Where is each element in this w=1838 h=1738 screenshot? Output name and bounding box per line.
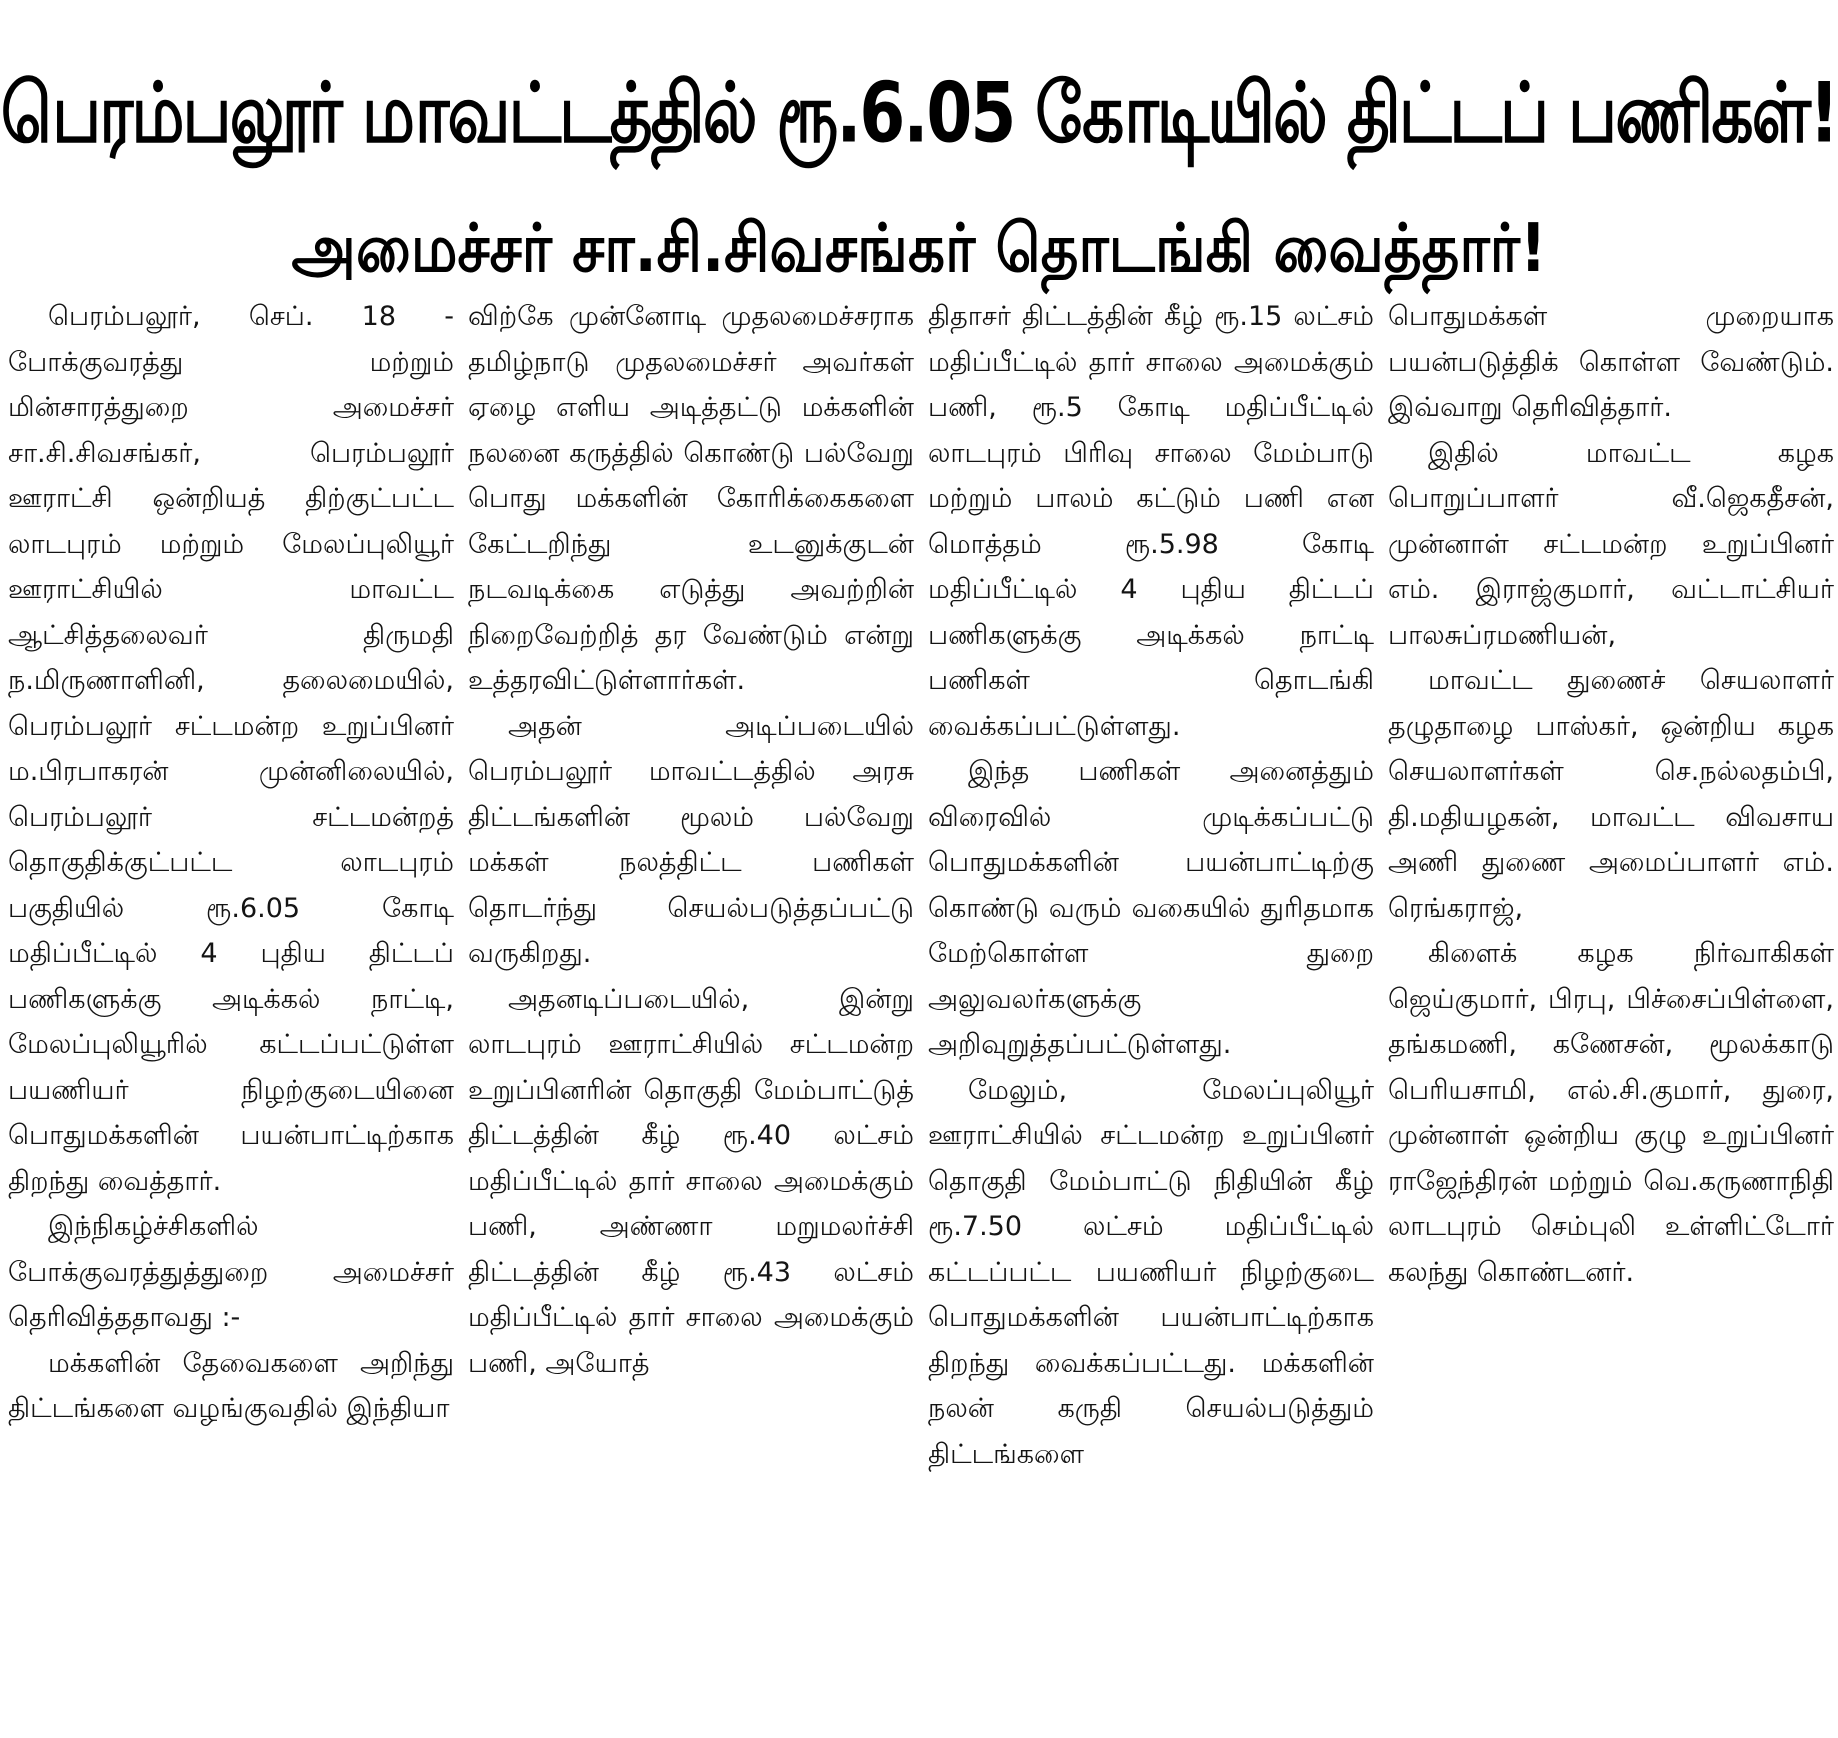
article-paragraph: கிளைக் கழக நிர்வாகிகள் ஜெய்குமார், பிரபு, பிச்சைப்பிள்ளை, தங்கமணி, கணேசன், மூலக்காடு பெரியசாமி, எல்.சி.குமார், துரை, முன்னாள் ஒன்றிய குழு உறுப்பினர் ராஜேந்திரன் மற்றும் வெ.கருணாநிதி லாடபுரம் செம்புலி உள்ளிட்டோர் கலந்து கொண்டனர். [1388, 938, 1834, 1288]
article-paragraph: பெரம்பலூர், செப். 18 - போக்குவரத்து மற்றும் மின்சாரத்துறை அமைச்சர் சா.சி.சிவசங்கர், பெரம்பலூர் ஊராட்சி ஒன்றியத் திற்குட்பட்ட லாடபுரம் மற்றும் மேலப்புலியூர் ஊராட்சியில் மாவட்ட ஆட்சித்தலைவர் திருமதி ந.மிருணாளினி, தலைமையில், பெரம்பலூர் சட்டமன்ற உறுப்பினர் ம.பிரபாகரன் முன்னிலையில், பெரம்பலூர் சட்டமன்றத் தொகுதிக்குட்பட்ட லாடபுரம் பகுதியில் ரூ.6.05 கோடி மதிப்பீட்டில் 4 புதிய திட்டப் பணிகளுக்கு அடிக்கல் நாட்டி, மேலப்புலியூரில் கட்டப்பட்டுள்ள பயணியர் நிழற்குடையினை பொதுமக்களின் பயன்பாட்டிற்காக திறந்து வைத்தார். [8, 301, 454, 1197]
article-column-4 [1388, 294, 1834, 1730]
article-column-1 [8, 294, 454, 1730]
article-paragraph: இந்நிகழ்ச்சிகளில் போக்குவரத்துத்துறை அமைச்சர் தெரிவித்ததாவது :- [8, 1211, 454, 1333]
article-column-3 [928, 294, 1374, 1730]
article-paragraph: இதில் மாவட்ட கழக பொறுப்பாளர் வீ.ஜெகதீசன், முன்னாள் சட்டமன்ற உறுப்பினர் எம். இராஜ்குமார், வட்டாட்சியர் பாலசுப்ரமணியன், [1388, 437, 1834, 651]
article-paragraph: மாவட்ட துணைச் செயலாளர் தழுதாழை பாஸ்கர், ஒன்றிய கழக செயலாளர்கள் செ.நல்லதம்பி, தி.மதியழகன், மாவட்ட விவசாய அணி துணை அமைப்பாளர் எம். ரெங்கராஜ், [1388, 665, 1834, 924]
article-paragraph: அதனடிப்படையில், இன்று லாடபுரம் ஊராட்சியில் சட்டமன்ற உறுப்பினரின் தொகுதி மேம்பாட்டுத் திட்டத்தின் கீழ் ரூ.40 லட்சம் மதிப்பீட்டில் தார் சாலை அமைக்கும் பணி, அண்ணா மறுமலர்ச்சி திட்டத்தின் கீழ் ரூ.43 லட்சம் மதிப்பீட்டில் தார் சாலை அமைக்கும் பணி, அயோத் [468, 983, 914, 1379]
article-column-2 [468, 294, 914, 1730]
article-paragraph: அதன் அடிப்படையில் பெரம்பலூர் மாவட்டத்தில் அரசு திட்டங்களின் மூலம் பல்வேறு மக்கள் நலத்திட்ட பணிகள் தொடர்ந்து செயல்படுத்தப்பட்டு வருகிறது. [468, 710, 914, 969]
article-paragraph: மேலும், மேலப்புலியூர் ஊராட்சியில் சட்டமன்ற உறுப்பினர் தொகுதி மேம்பாட்டு நிதியின் கீழ் ரூ.7.50 லட்சம் மதிப்பீட்டில் கட்டப்பட்ட பயணியர் நிழற்குடை பொதுமக்களின் பயன்பாட்டிற்காக திறந்து வைக்கப்பட்டது. மக்களின் நலன் கருதி செயல்படுத்தும் திட்டங்களை [928, 1074, 1374, 1470]
article-paragraph: பொதுமக்கள் முறையாக பயன்படுத்திக் கொள்ள வேண்டும். இவ்வாறு தெரிவித்தார். [1388, 301, 1834, 423]
article-body [8, 294, 1834, 1730]
article-paragraph: மக்களின் தேவைகளை அறிந்து திட்டங்களை வழங்குவதில் இந்தியா [8, 1347, 454, 1424]
article-paragraph: விற்கே முன்னோடி முதலமைச்சராக தமிழ்நாடு முதலமைச்சர் அவர்கள் ஏழை எளிய அடித்தட்டு மக்களின் நலனை கருத்தில் கொண்டு பல்வேறு பொது மக்களின் கோரிக்கைகளை கேட்டறிந்து உடனுக்குடன் நடவடிக்கை எடுத்து அவற்றின் நிறைவேற்றித் தர வேண்டும் என்று உத்தரவிட்டுள்ளார்கள். [468, 301, 914, 696]
subheadline: அமைச்சர் சா.சி.சிவசங்கர் தொடங்கி வைத்தார்! [291, 208, 1547, 287]
article-paragraph: இந்த பணிகள் அனைத்தும் விரைவில் முடிக்கப்பட்டு பொதுமக்களின் பயன்பாட்டிற்கு கொண்டு வரும் வகையில் துரிதமாக மேற்கொள்ள துறை அலுவலர்களுக்கு அறிவுறுத்தப்பட்டுள்ளது. [928, 756, 1374, 1060]
article-paragraph: திதாசர் திட்டத்தின் கீழ் ரூ.15 லட்சம் மதிப்பீட்டில் தார் சாலை அமைக்கும் பணி, ரூ.5 கோடி மதிப்பீட்டில் லாடபுரம் பிரிவு சாலை மேம்பாடு மற்றும் பாலம் கட்டும் பணி என மொத்தம் ரூ.5.98 கோடி மதிப்பீட்டில் 4 புதிய திட்டப் பணிகளுக்கு அடிக்கல் நாட்டி பணிகள் தொடங்கி வைக்கப்பட்டுள்ளது. [928, 301, 1374, 742]
headline: பெரம்பலூர் மாவட்டத்தில் ரூ.6.05 கோடியில் திட்டப் பணிகள்! [0, 65, 1838, 162]
